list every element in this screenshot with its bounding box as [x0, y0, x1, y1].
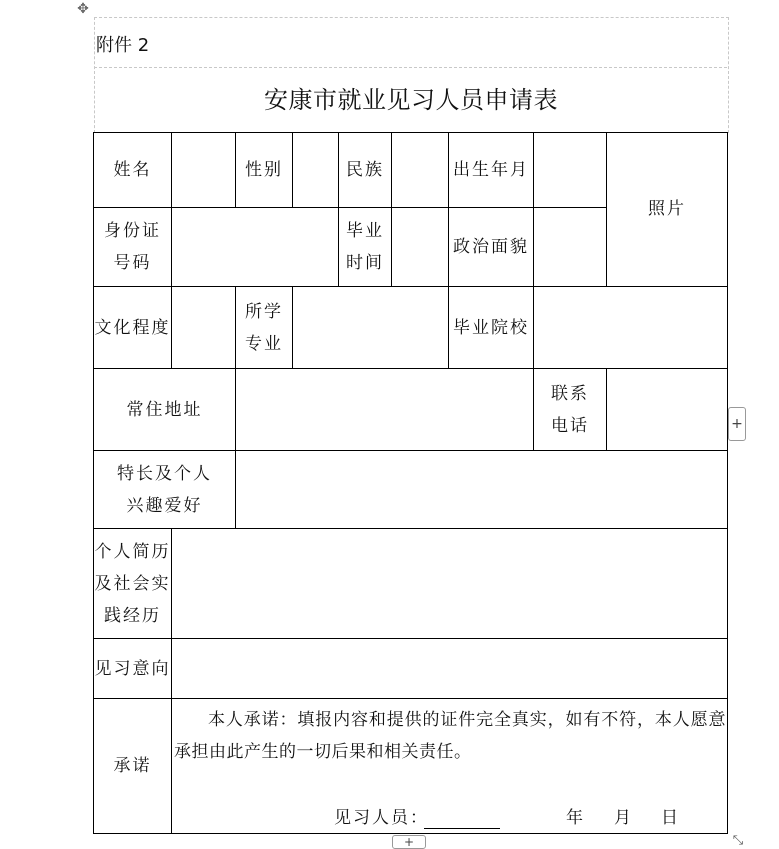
- label-gender: 性别: [235, 132, 293, 208]
- label-grad-time: 毕业 时间: [338, 207, 392, 287]
- date-month: 月: [614, 808, 631, 828]
- label-phone: 联系 电话: [533, 368, 607, 451]
- page-title: 安康市就业见习人员申请表: [264, 86, 558, 114]
- field-address[interactable]: [235, 368, 534, 451]
- field-major[interactable]: [292, 286, 449, 369]
- text-boundary-divider: [94, 67, 727, 68]
- add-column-icon[interactable]: +: [728, 407, 746, 441]
- field-birth-date[interactable]: [533, 132, 607, 208]
- field-gender[interactable]: [292, 132, 339, 208]
- field-graduate-school[interactable]: [533, 286, 728, 369]
- photo-cell[interactable]: 照片: [606, 132, 728, 287]
- field-ethnicity[interactable]: [391, 132, 449, 208]
- label-political-status: 政治面貌: [448, 207, 534, 287]
- label-education: 文化程度: [93, 286, 172, 369]
- attachment-label: 附件 2: [96, 35, 150, 56]
- label-major: 所学 专业: [235, 286, 293, 369]
- label-name: 姓名: [93, 132, 172, 208]
- label-resume: 个人简历 及社会实 践经历: [93, 528, 172, 639]
- label-hobbies: 特长及个人 兴趣爱好: [93, 450, 236, 529]
- signature-line[interactable]: [424, 828, 500, 829]
- field-education[interactable]: [171, 286, 236, 369]
- field-phone[interactable]: [606, 368, 728, 451]
- field-grad-time[interactable]: [391, 207, 449, 287]
- label-birth-date: 出生年月: [448, 132, 534, 208]
- date-year: 年: [566, 808, 583, 828]
- field-hobbies[interactable]: [235, 450, 728, 529]
- label-ethnicity: 民族: [338, 132, 392, 208]
- table-resize-icon[interactable]: ⤡: [732, 833, 744, 848]
- field-name[interactable]: [171, 132, 236, 208]
- applicant-label: 见习人员：: [334, 808, 429, 828]
- add-row-icon[interactable]: +: [392, 835, 426, 849]
- label-commitment: 承诺: [93, 698, 172, 834]
- field-intention[interactable]: [171, 638, 728, 699]
- field-political-status[interactable]: [533, 207, 607, 287]
- field-resume[interactable]: [171, 528, 728, 639]
- label-intention: 见习意向: [93, 638, 172, 699]
- label-address: 常住地址: [93, 368, 236, 451]
- table-move-icon[interactable]: ✥: [77, 1, 89, 17]
- field-id-card[interactable]: [171, 207, 339, 287]
- label-graduate-school: 毕业院校: [448, 286, 534, 369]
- label-id-card: 身份证 号码: [93, 207, 172, 287]
- commitment-text: 本人承诺：填报内容和提供的证件完全真实，如有不符，本人愿意承担由此产生的一切后果和相关责任。: [174, 710, 726, 762]
- date-day: 日: [661, 808, 678, 828]
